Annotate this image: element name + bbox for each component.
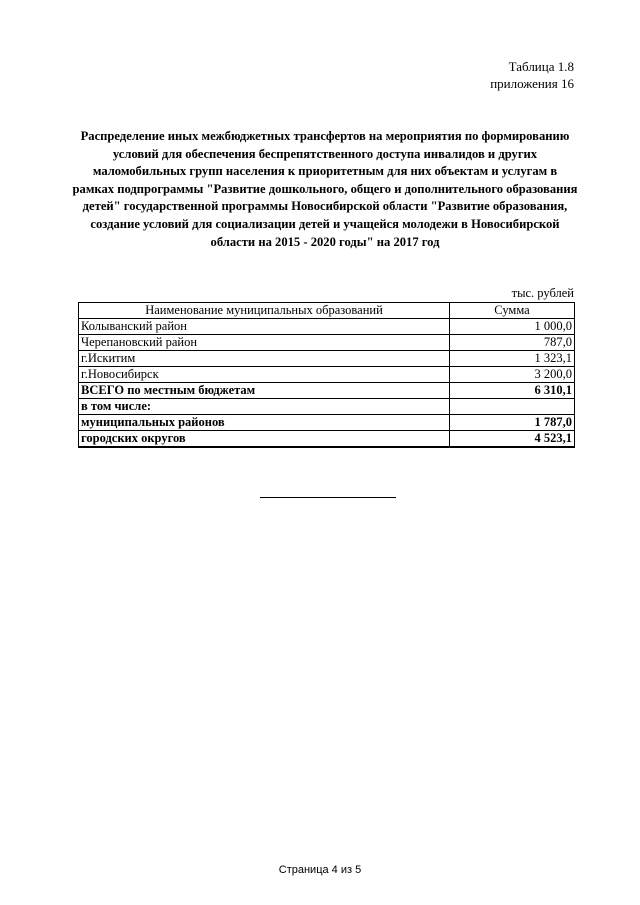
table-header-row [79,303,575,319]
row-sum: 4 523,1 [450,431,575,448]
units-label: тыс. рублей [511,286,574,300]
row-name: г.Новосибирск [79,367,450,383]
row-sum: 787,0 [450,335,575,351]
annex-reference: приложения 16 [490,76,574,91]
row-sum: 1 323,1 [450,351,575,367]
table-number: Таблица 1.8 [508,59,574,74]
row-name: городских округов [79,431,450,448]
table-row [79,335,575,351]
total-row [79,383,575,399]
row-sum: 3 200,0 [450,367,575,383]
column-header-sum: Сумма [450,303,575,319]
row-name: Колыванский район [79,319,450,335]
row-sum: 1 787,0 [450,415,575,431]
row-name: г.Искитим [79,351,450,367]
subtotal-row [79,431,575,448]
table-row [79,351,575,367]
column-header-name: Наименование муниципальных образований [79,303,450,319]
row-name: Черепановский район [79,335,450,351]
subtotal-heading-row [79,399,575,415]
row-sum: 6 310,1 [450,383,575,399]
page-number: Страница 4 из 5 [278,864,362,876]
subtotal-row [79,415,575,431]
row-sum: 1 000,0 [450,319,575,335]
table-row [79,367,575,383]
table-row [79,319,575,335]
row-name: муниципальных районов [79,415,450,431]
end-separator-line [260,497,396,498]
table-reference [490,58,574,92]
document-title: Распределение иных межбюджетных трансфертов на мероприятия по формированию условий для обеспечения беспрепятственного доступа инвалидов и других маломобильных групп населения к приоритетным для них объектам и услугам в рамках подпрограммы "Развитие дошкольного, общего и дополнительного образования детей" государственной программы Новосибирской области "Развитие образования, создание условий для социализации детей и учащейся молодежи в Новосибирской области на 2015 - 2020 годы" на 2017 год [72,129,578,249]
row-name: ВСЕГО по местным бюджетам [79,383,450,399]
row-name: в том числе: [79,399,450,415]
row-sum [450,399,575,415]
allocation-table [78,302,575,448]
